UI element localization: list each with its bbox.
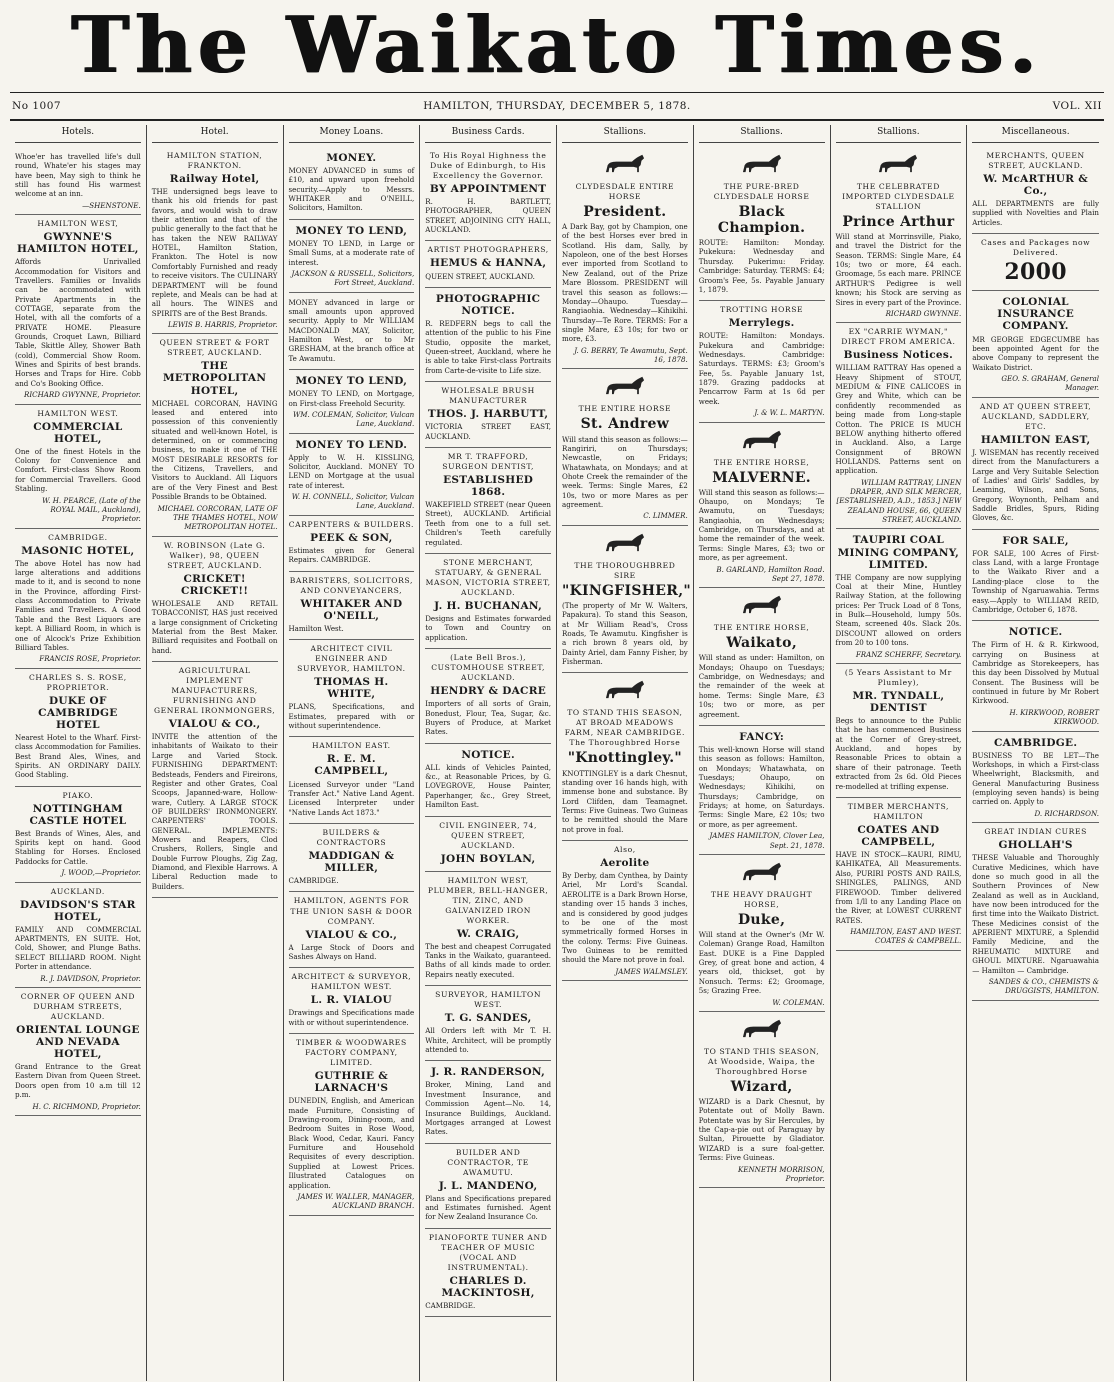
advertisement <box>972 732 1099 824</box>
advertisement <box>425 448 551 554</box>
ad-title: MASONIC HOTEL, <box>21 544 135 557</box>
ad-body: A Large Stock of Doors and Sashes Always on Hand. <box>288 942 415 961</box>
ad-subtitle: HAMILTON STATION, FRANKTON. <box>166 150 263 170</box>
ad-subtitle: HAMILTON EAST. <box>312 741 391 751</box>
advertisement <box>425 872 551 987</box>
ad-subtitle: TO STAND THIS SEASON, At Woodside, Waipa, the Thoroughbred Horse <box>703 1046 820 1076</box>
ad-subtitle: STONE MERCHANT, STATUARY, & GENERAL MASON, VICTORIA STREET, AUCKLAND. <box>425 557 551 597</box>
ad-body: By Derby, dam Cynthea, by Dainty Ariel, Mr Lord's Scandal. AEROLITE is a Dark Brown Horse, standing over 15 hands 3 inches, and is considered by good judges to be one of the most symmetrically formed Horses in the colony. Terms: Five Guineas. Two Guineas to be remitted should the Mare not prove in foal. <box>562 871 688 965</box>
ad-title: VIALOU & CO., <box>305 928 398 941</box>
advertisement <box>972 234 1099 291</box>
ad-subtitle: (Late Bell Bros.), CUSTOMHOUSE STREET, AUCKLAND. <box>431 653 545 683</box>
ad-title: Wizard, <box>730 1078 793 1095</box>
horse-engraving-icon <box>736 153 788 179</box>
ad-signature: RICHARD GWYNNE. <box>885 308 962 318</box>
horse-engraving-icon <box>736 861 788 887</box>
ad-signature: —SHENSTONE. <box>82 200 141 210</box>
ad-signature: W. H. PEARCE, (Late of the ROYAL MAIL, Auckland), Proprietor. <box>42 495 141 524</box>
ad-subtitle: TIMBER & WOODWARES FACTORY COMPANY, LIMITED. <box>295 1038 407 1068</box>
ad-signature: RICHARD GWYNNE, Proprietor. <box>24 390 141 400</box>
column-7 <box>831 125 968 1381</box>
advertisement <box>699 423 825 589</box>
ad-title: Railway Hotel, <box>169 172 260 185</box>
ad-title: Duke, <box>737 911 786 928</box>
advertisement <box>152 662 278 898</box>
advertisement <box>289 640 415 737</box>
column-4 <box>420 125 557 1381</box>
ad-body: Apply to W. H. KISSLING, Solicitor, Auckland. MONEY TO LEND on Mortgage at the usual rate of interest. <box>288 452 415 490</box>
ad-body: A Dark Bay, got by Champion, one of the best Horses ever bred in Scotland. His dam, Sally, by Napoleon, one of the best Horses ever imported from Scotland to New Zealand, out of the Prize Mare Blossom. PRESIDENT will travel this season as follows:—Monday—Ohaupo. Tuesday—Rangiaohia. Wednesday—Kihikihi. Thursday—Te Rore. TERMS: For a single Mare, £3 10s; for two or more, £3. <box>562 222 688 344</box>
ad-subtitle: CIVIL ENGINEER, 74, QUEEN STREET, AUCKLAND. <box>439 820 537 850</box>
advertisement <box>289 293 415 371</box>
advertisement <box>15 787 141 883</box>
ad-body: ROUTE: Hamilton: Monday. Pukekura: Wednesday and Thursday. Pukerimu: Friday. Cambridge: Saturday. TERMS: £4; Groom's Fee, 5s. Payable January 1, 1879. <box>698 238 825 294</box>
ad-body: FOR SALE, 100 Acres of First-class Land, with a large Frontage to the Waikato River and a Landing-place close to the Township of Ngaruawahia. Terms easy.—Apply to WILLIAM REID, Cambridge, October 6, 1878. <box>972 548 1099 614</box>
column-header: Stallions. <box>699 125 825 143</box>
ad-title: Business Notices. <box>843 349 954 362</box>
advertisement <box>425 1229 551 1318</box>
ad-subtitle: HAMILTON WEST, PLUMBER, BELL-HANGER, TIN, ZINC, AND GALVANIZED IRON WORKER. <box>427 875 549 925</box>
ad-signature: J. WOOD,—Proprietor. <box>61 868 141 878</box>
ad-signature: FRANCIS ROSE, Proprietor. <box>39 654 141 664</box>
advertisement <box>972 530 1099 622</box>
ad-subtitle: TROTTING HORSE <box>720 305 804 315</box>
horse-engraving-icon <box>599 679 651 705</box>
volume-number: VOL. XII <box>1052 100 1102 112</box>
ad-subtitle: TO STAND THIS SEASON, AT BROAD MEADOWS FARM, NEAR CAMBRIDGE. The Thoroughbred Horse <box>564 708 686 748</box>
ad-subtitle: BUILDERS & CONTRACTORS <box>316 827 387 847</box>
ad-body: The above Hotel has now had large alterations and additions made to it, and is second to none in the Province, affording First-class Accommodation to Private Families and Travellers. A Good Table and the Best Liquors are kept. A Billiard Room, in which is one of Alcock's Prize Exhibition Billiard Tables. <box>15 558 141 652</box>
ad-body: KNOTTINGLEY is a dark Chesnut, standing over 16 hands high, with immense bone and substance. By Lord Clifden, dam Teamagnet. Terms: Five Guineas. Two Guineas to be remitted should the Mare not prove in foal. <box>562 768 688 834</box>
ad-body: FAMILY AND COMMERCIAL APARTMENTS, EN SUITE. Hot, Cold, Shower, and Plunge Baths. SELECT BILLIARD ROOM. Night Porter in attendance. <box>15 924 141 972</box>
ad-subtitle: PIANOFORTE TUNER AND TEACHER OF MUSIC (VOCAL AND INSTRUMENTAL). <box>428 1232 548 1272</box>
ad-signature: J. & W. L. MARTYN. <box>754 408 825 418</box>
ad-title: "Knottingley." <box>567 750 683 767</box>
column-header: Hotels. <box>15 125 141 143</box>
advertisement <box>562 526 691 674</box>
ad-subtitle: EX "CARRIE WYMAN," DIRECT FROM AMERICA. <box>841 327 956 347</box>
advertisement <box>699 301 825 422</box>
ad-body: Will stand at Morrinsville, Piako, and travel the District for the Season. TERMS: Single Mare, £4 10s; two or more, £4 each. Groomage, 5s each mare. PRINCE ARTHUR'S Pedigree is well known; his Stock are serving as Sires in every part of the Province. <box>835 232 962 307</box>
advertisement <box>425 554 551 649</box>
ad-body: MICHAEL CORCORAN, HAVING leased and entered into possession of this conveniently situated and well-known Hotel, is determined, on or commencing business, to make it one of THE MOST DESIRABLE RESORTS for the Citizens, Travellers, and Visitors to Auckland. All Liquors are of the Very Finest and Best Possible Brands to be Obtained. <box>151 398 278 502</box>
ad-signature: JAMES HAMILTON, Clover Lea, Sept. 21, 1878. <box>709 831 825 850</box>
ad-body: Estimates given for General Repairs. CAMBRIDGE. <box>288 545 415 565</box>
ad-body: Grand Entrance to the Great Eastern Divan from Queen Street. Doors open from 10 a.m till 12 p.m. <box>15 1062 141 1100</box>
advertisement <box>15 405 141 529</box>
ad-body: THE undersigned begs leave to thank his old friends for past favors, and would wish to draw their attention and that of the public generally to the fact that he has taken the NEW RAILWAY HOTEL, Hamilton Station, Frankton. The Hotel is now Comfortably Furnished and ready to receive visitors. The CULINARY DEPARTMENT will be found replete, and Meals can be had at all hours. The WINES and SPIRITS are of the Best Brands. <box>151 186 278 318</box>
advertisement <box>425 817 551 872</box>
ad-title: WHITAKER AND O'NEILL, <box>300 597 403 622</box>
ad-body: The best and cheapest Corrugated Tanks in the Waikato, guaranteed. Baths of all kinds made to order. Repairs neatly executed. <box>425 941 551 979</box>
ad-title: ORIENTAL LOUNGE AND NEVADA HOTEL, <box>16 1023 140 1061</box>
ad-subtitle: BUILDER AND CONTRACTOR, TE AWAMUTU. <box>447 1147 529 1177</box>
ad-body: R. H. BARTLETT, PHOTOGRAPHER, QUEEN STREET, ADJOINING CITY HALL, AUCKLAND. <box>425 196 551 235</box>
ad-subtitle: CARPENTERS & BUILDERS. <box>288 519 415 529</box>
masthead-title: The Waikato Times. <box>71 0 1043 91</box>
ad-subtitle: THE ENTIRE HORSE <box>578 404 672 414</box>
ad-body: Affords Unrivalled Accommodation for Visitors and Travellers. Families or Invalids can be accommodated with Private Apartments in the COTTAGE, separate from the Hotel, with all the comforts of a PRIVATE HOME. Pleasure Grounds, Croquet Lawn, Billiard Table, Skittle Alley, Shower Bath (cold), Commercial Show Room. Wines and Spirits of best brands. Horses and Traps for Hire. Cobb and Co's Booking Office. <box>15 257 141 388</box>
ad-body: Plans and Specifications prepared and Estimates furnished. Agent for New Zealand Insurance Co. <box>425 1193 551 1222</box>
advertisement <box>15 669 141 787</box>
ad-title: THOS. J. HARBUTT, <box>427 408 549 421</box>
ad-title: PEEK & SON, <box>310 531 393 544</box>
ad-body: WIZARD is a Dark Chesnut, by Potentate out of Molly Bawn. Potentate was by Sir Hercules, by the Cap-a-pie out of Paraguay by Sultan, Pirouette by Gladiator. WIZARD is a sure foal-getter. Terms: Five Guineas. <box>698 1097 825 1163</box>
ad-subtitle: THE PURE-BRED CLYDESDALE HORSE <box>713 181 810 201</box>
ad-subtitle: WHOLESALE BRUSH MANUFACTURER <box>441 386 535 406</box>
ad-title: PHOTOGRAPHIC NOTICE. <box>435 292 541 317</box>
ad-subtitle: HAMILTON WEST. <box>37 408 119 418</box>
ad-title: NOTICE. <box>1008 626 1063 639</box>
advertisement <box>289 824 415 893</box>
advertisement <box>289 892 415 968</box>
ad-body: THE Company are now supplying Coal at their Mine, Huntley Railway Station, at the following prices: Per Truck Load of 8 Tons, in Bulk—Household, lumpy 50s. Steam, screened 40s. Slack 20s. DISCOUNT allowed on orders from 20 to 100 tons. <box>835 572 962 648</box>
advertisement <box>425 744 551 817</box>
advertisement <box>15 215 141 405</box>
ad-subtitle: CORNER OF QUEEN AND DURHAM STREETS, AUCKLAND. <box>20 991 136 1021</box>
advertisement <box>562 369 688 525</box>
ad-body: WHOLESALE AND RETAIL TOBACCONIST, HAS just received a large consignment of Cricketing Material from the Best Maker. Billiard requisites and Football on hand. <box>151 598 278 655</box>
ad-title: HENDRY & DACRE <box>430 685 547 698</box>
ad-title: Merrylegs. <box>728 317 795 330</box>
advertisement <box>972 291 1099 397</box>
advertisement <box>289 737 415 824</box>
ad-subtitle: CHARLES S. S. ROSE, PROPRIETOR. <box>28 672 127 692</box>
column-8 <box>967 125 1104 1381</box>
ad-body: PLANS, Specifications, and Estimates, prepared with or without superintendence. <box>288 702 415 731</box>
ad-signature: FRANZ SCHERFF, Secretary. <box>855 649 962 659</box>
ad-body: WAKEFIELD STREET (near Queen Street), AUCKLAND. Artificial Teeth from one to a full set. Children's Teeth carefully regulated. <box>425 500 551 547</box>
ad-subtitle: BARRISTERS, SOLICITORS, AND CONVEYANCERS, <box>289 575 413 595</box>
advertisement <box>289 1034 415 1215</box>
ad-signature: JAMES WALMSLEY. <box>615 966 688 976</box>
ad-subtitle: MERCHANTS, QUEEN STREET, AUCKLAND. <box>986 150 1085 170</box>
ad-title: Black Champion. <box>717 203 806 236</box>
ad-signature: WILLIAM RATTRAY, LINEN DRAPER, AND SILK MERCER, [ESTABLISHED, A.D., 1853.] NEW ZEALAND HOUSE, 66, QUEEN STREET, AUCKLAND. <box>836 477 962 525</box>
advertisement <box>562 673 688 841</box>
ad-title: ESTABLISHED 1868. <box>443 473 534 499</box>
ad-title: MONEY TO LEND, <box>295 375 408 388</box>
advertisement <box>425 382 551 448</box>
ad-body: Nearest Hotel to the Wharf. First-class Accommodation for Families. Best Brand Ales, Wines, and Spirits. AN ORDINARY DAILY. Good Stabling. <box>15 732 141 780</box>
ad-signature: HAMILTON, EAST AND WEST. COATES & CAMPBELL. <box>850 926 962 946</box>
advertisement <box>425 1144 551 1229</box>
ad-signature: D. RICHARDSON. <box>1034 808 1099 818</box>
horse-engraving-icon <box>736 1018 788 1044</box>
column-header: Miscellaneous. <box>972 125 1099 143</box>
advertisement <box>425 649 551 744</box>
ad-title: HAMILTON EAST, <box>980 433 1091 446</box>
ad-subtitle: HAMILTON, AGENTS FOR THE UNION SASH & DOOR COMPANY. <box>290 896 413 926</box>
ad-signature: R. J. DAVIDSON, Proprietor. <box>40 973 141 983</box>
ad-body: Whoe'er has travelled life's dull round, Whate'er his stages may have been, May sigh to think he still has found His warmest welcome at an inn. <box>15 151 141 199</box>
ad-body: Broker, Mining, Land and Investment Insurance, and Commission Agent—No. 14, Insurance Buildings, Auckland. Mortgages arranged at Lowest Rates. <box>425 1080 551 1137</box>
ad-title: THE METROPOLITAN HOTEL, <box>163 360 267 397</box>
column-6 <box>694 125 831 1381</box>
column-header: Money Loans. <box>289 125 415 143</box>
ad-body: MR GEORGE EDGECUMBE has been appointed Agent for the above Company to represent the Waikato District. <box>972 334 1099 372</box>
advertisement <box>15 988 141 1116</box>
ad-title: CHARLES D. MACKINTOSH, <box>441 1274 535 1299</box>
ad-body: Licensed Surveyor under "Land Transfer Act." Native Land Agent. Licensed Interpreter under "Native Lands Act 1873." <box>288 779 415 817</box>
ad-title: President. <box>583 203 667 220</box>
ad-signature: C. LIMMER. <box>643 511 688 521</box>
ad-subtitle: QUEEN STREET & FORT STREET, AUCKLAND. <box>159 338 270 358</box>
ad-body: CAMBRIDGE. <box>425 1300 476 1310</box>
ad-title: JOHN BOYLAN, <box>440 852 536 865</box>
dateline <box>10 92 1104 121</box>
advertisement <box>289 968 415 1034</box>
ad-title: MALVERNE. <box>712 469 811 486</box>
ad-body: THESE Valuable and Thoroughly Curative Medicines, which have done so much good in all the Southern Provinces of New Zealand as well as in Auckland, have now been introduced for the first time into the Waikato District. These Medicines consist of the APERIENT MIXTURE, a Splendid Family Medicine, and the RHEUMATIC MIXTURE and GHOUL MIXTURE. Ngaruawahia — Hamilton — Cambridge. <box>972 853 1099 975</box>
advertisement <box>972 147 1099 234</box>
ad-title: L. R. VIALOU <box>310 994 392 1007</box>
advertisement <box>836 323 962 529</box>
ad-body: R. REDFERN begs to call the attention of the public to his Fine Studio, opposite the market, Queen-street, Auckland, where he is able to take First-class Portraits from Carte-de-visite to Life size. <box>425 318 551 375</box>
advertisement <box>699 588 825 726</box>
advertisement <box>15 883 141 988</box>
ad-signature: JAMES W. WALLER, MANAGER, AUCKLAND BRANCH. <box>297 1191 415 1211</box>
advertisement <box>289 220 415 293</box>
column-1 <box>10 125 147 1381</box>
ad-subtitle: AND AT QUEEN STREET, AUCKLAND, SADDLERY, ETC. <box>979 401 1092 431</box>
advertisement <box>15 529 141 669</box>
ad-title: COLONIAL INSURANCE COMPANY. <box>997 296 1075 333</box>
ad-title: FANCY: <box>739 730 785 743</box>
ad-title: W. McARTHUR & Co., <box>983 172 1089 197</box>
ad-title: VIALOU & CO., <box>168 718 261 731</box>
ad-subtitle: THE CELEBRATED IMPORTED CLYDESDALE STALLION <box>842 181 955 211</box>
ad-title: MONEY. <box>326 151 377 164</box>
advertisement <box>289 434 415 516</box>
ad-title: J. H. BUCHANAN, <box>434 599 543 612</box>
ad-title: St. Andrew <box>580 416 670 433</box>
ad-title: 2000 <box>1004 259 1067 286</box>
ad-signature: JACKSON & RUSSELL, Solicitors, Fort Street, Auckland. <box>291 268 415 288</box>
ad-body: J. WISEMAN has recently received direct from the Manufacturers a Large and Very Suitable Selection of Ladies' and Girls' Saddles, by Leaming, Wilson, and Sons, Gregory, Woynonth, Pelham and Saddle Bridles, Spurs, Riding Gloves, &c. <box>972 447 1099 523</box>
ad-subtitle: (5 Years Assistant to Mr Plumley), <box>844 667 952 687</box>
ad-signature: WM. COLEMAN, Solicitor, Vulcan Lane, Auckland. <box>292 409 415 429</box>
advertisement <box>972 621 1099 731</box>
ad-title: GWYNNE'S HAMILTON HOTEL, <box>16 231 139 256</box>
ad-body: Best Brands of Wines, Ales, and Spirits kept on hand. Good Stabling for Horses. Enclosed Paddocks for Cattle. <box>15 828 141 866</box>
issue-number: No 1007 <box>12 100 62 112</box>
ad-subtitle: GREAT INDIAN CURES <box>984 827 1087 837</box>
ad-body: DUNEDIN, English, and American made Furniture, Consisting of Drawing-room, Dining-room, and Bedroom Suites in Rose Wood, Black Wood, Cedar, Kauri. Fancy Furniture and Household Requisites of every description. Supplied at Lowest Prices. Illustrated Catalogues on application. <box>288 1096 415 1190</box>
ad-signature: SANDES & CO., CHEMISTS & DRUGGISTS, HAMILTON. <box>988 976 1099 996</box>
ad-title: MONEY TO LEND, <box>295 224 408 237</box>
advertisement <box>699 1012 825 1188</box>
advertisement <box>972 398 1099 530</box>
ad-subtitle: TIMBER MERCHANTS, HAMILTON <box>847 801 950 821</box>
ad-body: ALL DEPARTMENTS are fully supplied with Novelties and Plain Articles. <box>972 199 1099 227</box>
ad-signature: W. COLEMAN. <box>772 997 825 1007</box>
ad-signature: B. GARLAND, Hamilton Road. Sept 27, 1878. <box>716 564 825 583</box>
ad-subtitle: AGRICULTURAL IMPLEMENT MANUFACTURERS, FURNISHING AND GENERAL IRONMONGERS, <box>153 665 276 715</box>
ad-subtitle: AUCKLAND. <box>50 886 105 896</box>
ad-title: DAVIDSON'S STAR HOTEL, <box>20 898 136 923</box>
ad-signature: GEO. S. GRAHAM, General Manager. <box>1001 373 1099 393</box>
ad-subtitle: THE ENTIRE HORSE, <box>713 623 810 633</box>
ad-body: Will stand this season as follows:—Rangiriri, on Thursdays; Newcastle, on Fridays; Whatawhata, on Mondays; and at Ohote Creek the remainder of the week. Terms: Single Mares, £2 10s, two or more Mares as per agreement. <box>562 434 688 510</box>
ad-body: ALL kinds of Vehicles Painted, &c., at Reasonable Prices, by G. LOVEGROVE, House Painter, Paperhanger, &c., Grey Street, Hamilton East. <box>425 762 551 810</box>
ad-title: Aerolite <box>600 857 650 870</box>
ad-title: DUKE OF CAMBRIDGE HOTEL <box>38 694 118 731</box>
ad-body: MONEY TO LEND, on Mortgage, on First-class Freehold Security. <box>288 389 415 408</box>
ad-body: One of the finest Hotels in the Colony for Convenience and Comfort. First-class Show Room for Commercial Travellers. Good Stabling. <box>15 446 141 494</box>
ad-title: T. G. SANDES, <box>444 1012 532 1025</box>
horse-engraving-icon <box>599 153 651 179</box>
ad-body: MONEY ADVANCED in sums of £10, and upward upon freehold security.—Apply to Messrs. WHITAKER and O'NEILL, Solicitors, Hamilton. <box>288 165 415 213</box>
ad-title: NOTTINGHAM CASTLE HOTEL <box>29 802 127 827</box>
ad-body: Drawings and Specifications made with or without superintendence. <box>288 1008 415 1027</box>
ad-body: Designs and Estimates forwarded to Town and Country on application. <box>425 614 551 642</box>
advertisement <box>836 664 962 798</box>
ad-subtitle: MR T. TRAFFORD, SURGEON DENTIST, <box>442 451 534 471</box>
advertisement <box>425 986 551 1061</box>
advertisement <box>836 147 962 323</box>
ad-subtitle: THE THOROUGHBRED SIRE <box>574 560 676 580</box>
advertisement <box>562 147 688 370</box>
column-2 <box>147 125 284 1381</box>
ad-subtitle: CLYDESDALE ENTIRE HORSE <box>575 181 675 201</box>
ad-subtitle: CAMBRIDGE. <box>48 532 108 542</box>
ad-title: COATES AND CAMPBELL, <box>857 823 940 848</box>
ad-title: CRICKET! CRICKET!! <box>181 572 249 597</box>
ad-body: (The property of Mr W. Walters, Papakura). To stand this Season, at Mr William Read's, Cross Roads, Te Awamutu. Kingfisher is a rich brown 8 years old, by Dainty Ariel, dam Fanny Fisher, by Fisherman. <box>562 600 688 667</box>
column-3 <box>284 125 421 1381</box>
ad-title: FOR SALE, <box>1002 534 1069 547</box>
advertisement <box>425 1061 551 1143</box>
ad-body: Will stand at the Owner's (Mr W. Coleman) Grange Road, Hamilton East. DUKE is a Fine Dappled Grey, of great bone and action, 4 years old, thickset, got by Nonsuch. Terms: £2; Groomage, 5s; Grazing Free. <box>698 930 825 996</box>
ad-body: Importers of all sorts of Grain, Bonedust, Flour, Tea, Sugar, &c. Buyers of Produce, at Market Rates. <box>425 699 551 737</box>
advertisement <box>699 726 825 855</box>
ad-signature: J. G. BERRY, Te Awamutu, Sept. 16, 1878. <box>574 345 688 365</box>
horse-engraving-icon <box>736 594 788 620</box>
ad-body: MONEY advanced in large or small amounts upon approved security. Apply to Mr WILLIAM MACDONALD MAY, Solicitor, Hamilton West, or to Mr GRESHAM, at the branch office at Te Awamutu. <box>288 297 415 363</box>
advertisement <box>562 841 688 981</box>
advertisement <box>289 516 415 572</box>
ad-subtitle: ARCHITECT & SURVEYOR, HAMILTON WEST. <box>291 972 412 992</box>
ad-title: TAUPIRI COAL MINING COMPANY, LIMITED. <box>837 534 960 571</box>
ad-title: Prince Arthur <box>842 213 955 230</box>
ad-subtitle: THE HEAVY DRAUGHT HORSE, <box>710 889 813 909</box>
ad-subtitle: HAMILTON WEST, <box>37 219 119 229</box>
ad-signature: KENNETH MORRISON, Proprietor. <box>738 1164 825 1183</box>
ad-body: VICTORIA STREET EAST, AUCKLAND. <box>425 422 551 441</box>
ad-body: Will stand as under: Hamilton, on Mondays; Ohaupo on Tuesdays; Cambridge, on Wednesdays; and the remainder of the week at home. Terms: Single Mare, £3 10s; two or more, as per agreement. <box>698 653 825 719</box>
ad-body: INVITE the attention of the inhabitants of Waikato to their Large and Varied Stock. FURNISHING DEPARTMENT: Bedsteads, Fenders and Fireirons, Register and other Grates, Coal Scoops, Japanned-ware, Hollow-ware, Cutlery. A LARGE STOCK OF BUILDERS' IRONMONGERY. CARPENTERS' TOOLS. GENERAL. IMPLEMENTS: Mowers and Reapers, Clod Crushers, Rollers, Single and Double Furrow Ploughs, Zig Zag, Diamond, and Flexible Harrows. A Liberal Reduction made to Builders. <box>151 732 278 891</box>
ad-body: Hamilton West. <box>288 623 344 633</box>
horse-engraving-icon <box>872 153 924 179</box>
ad-title: HEMUS & HANNA, <box>429 257 547 270</box>
ad-title: MR. TYNDALL, DENTIST <box>852 689 945 714</box>
column-header: Stallions. <box>836 125 962 143</box>
ad-body: The Firm of H. & R. Kirkwood, carrying on Business at Cambridge as Storekeepers, has this day been Dissolved by Mutual Consent. The Business will be continued in future by Mr Robert Kirkwood. <box>972 640 1099 706</box>
ad-title: MONEY TO LEND. <box>295 438 408 451</box>
advertisement <box>699 855 825 1012</box>
column-5 <box>557 125 694 1381</box>
advertisement <box>699 147 825 301</box>
ad-signature: H. C. RICHMOND, Proprietor. <box>32 1101 141 1111</box>
ad-subtitle: ARTIST PHOTOGRAPHERS, <box>427 245 549 255</box>
ad-body: BUSINESS TO BE LET—The Workshops, in which a First-class Wheelwright, Blacksmith, and General Manufacturing Business (employing seven hands) is being carried on. Apply to <box>972 750 1099 807</box>
ad-title: CAMBRIDGE. <box>993 736 1078 749</box>
advertisement <box>15 147 141 215</box>
ad-signature: MICHAEL CORCORAN, LATE OF THE THAMES HOTEL, NOW METROPOLITAN HOTEL. <box>157 503 278 532</box>
advertisement <box>152 334 278 536</box>
ad-title: THOMAS H. WHITE, <box>314 676 389 701</box>
ad-signature: W. H. CONNELL, Solicitor, Vulcan Lane, Auckland. <box>291 492 415 511</box>
ad-body: ROUTE: Hamilton: Mondays. Pukekura and Cambridge: Wednesdays. Cambridge: Saturdays. TERMS: £3; Groom's Fee, 5s. Payable January 1st, 1879. Grazing paddocks at Pencarrow Farm at 1s 6d per week. <box>698 331 825 406</box>
advertisement <box>836 529 962 663</box>
ad-title: NOTICE. <box>461 748 515 761</box>
column-header: Business Cards. <box>425 125 551 143</box>
advertisement <box>152 537 278 662</box>
advertisement <box>836 798 962 951</box>
columns-container <box>10 125 1104 1381</box>
ad-body: This well-known Horse will stand this season as follows: Hamilton, on Mondays; Whatawhata, on Tuesdays; Ohaupo, on Wednesdays; Kihikihi, on Thursdays; Cambridge, on Fridays; at home, on Saturdays. Terms: Single Mare, £2 10s; two or more, as per agreement. <box>698 744 825 829</box>
column-header: Stallions. <box>562 125 688 143</box>
horse-engraving-icon <box>736 429 788 455</box>
ad-body: Will stand this season as follows:—Ohaupo, on Mondays; Te Awamutu, on Tuesdays; Rangiaohia, on Wednesdays; Cambridge, on Thursdays, and at home the remainder of the week. Terms: Single Mares, £3; two or more, as per agreement. <box>698 487 825 563</box>
ad-subtitle: Cases and Packages now Delivered. <box>981 238 1091 258</box>
ad-signature: H. KIRKWOOD, ROBERT KIRKWOOD. <box>1009 707 1099 727</box>
advertisement <box>425 147 551 242</box>
ad-title: "KINGFISHER," <box>562 582 691 599</box>
advertisement <box>152 147 278 334</box>
ad-title: Waikato, <box>726 635 797 652</box>
ad-title: COMMERCIAL HOTEL, <box>33 420 123 445</box>
horse-engraving-icon <box>599 375 651 401</box>
ad-signature: LEWIS B. HARRIS, Proprietor. <box>167 320 278 329</box>
ad-subtitle: SURVEYOR, HAMILTON WEST. <box>435 990 542 1010</box>
ad-body: QUEEN STREET, AUCKLAND. <box>425 271 535 281</box>
ad-title: BY APPOINTMENT <box>429 182 547 195</box>
ad-title: J. R. RANDERSON, <box>431 1066 546 1079</box>
column-header: Hotel. <box>152 125 278 143</box>
ad-body: WILLIAM RATTRAY Has opened a Heavy Shipment of STOUT, MEDIUM & FINE CALICOES in Grey and White, which can be confidently recommended as being made from Long-staple Cotton. The PRICE IS MUCH BELOW anything hitherto offered in Auckland. Also, a Large Consignment of BROWN HOLLANDS. Patterns sent on application. <box>835 363 962 476</box>
ad-body: MONEY TO LEND, in Large or Small Sums, at a moderate rate of interest. <box>288 238 415 267</box>
horse-engraving-icon <box>599 532 651 558</box>
ad-title: GUTHRIE & LARNACH'S <box>314 1070 389 1095</box>
advertisement <box>425 288 551 382</box>
advertisement <box>972 823 1099 1000</box>
advertisement <box>289 147 415 220</box>
ad-subtitle: THE ENTIRE HORSE, <box>713 457 810 467</box>
ad-body: CAMBRIDGE. <box>288 876 339 886</box>
advertisement <box>289 572 415 641</box>
ad-body: HAVE IN STOCK—KAURI, RIMU, KAHIKATEA, All Measurements. Also, PURIRI POSTS AND RAILS, SHINGLES, PALINGS, AND FIREWOOD. Timber delivered from 1/ll to any Landing Place on the River, at LOWEST CURRENT RATES. <box>835 850 962 925</box>
ad-subtitle: ARCHITECT CIVIL ENGINEER AND SURVEYOR, HAMILTON. <box>297 644 406 674</box>
advertisement <box>289 370 415 434</box>
ad-title: J. L. MANDENO, <box>438 1179 538 1192</box>
ad-body: Begs to announce to the Public that he has commenced Business at the Corner of Grey-street, Auckland, and hopes by Reasonable Prices to obtain a share of their patronage. Teeth extracted from 2s 6d. Old Pieces re-modelled at trifling expense. <box>835 716 962 791</box>
ad-subtitle: PIAKO. <box>62 790 94 800</box>
ad-title: W. CRAIG, <box>456 927 520 940</box>
ad-title: GHOLLAH'S <box>998 839 1073 852</box>
ad-title: R. E. M. CAMPBELL, <box>314 753 389 778</box>
place-date: HAMILTON, THURSDAY, DECEMBER 5, 1878. <box>423 100 691 112</box>
ad-title: MADDIGAN & MILLER, <box>308 850 395 875</box>
ad-subtitle: To His Royal Highness the Duke of Edinburgh, to His Excellency the Governor. <box>429 150 547 180</box>
ad-subtitle: W. ROBINSON (Late G. Walker), 98, QUEEN STREET, AUCKLAND. <box>163 540 266 570</box>
ad-subtitle: Also, <box>613 845 636 855</box>
advertisement <box>425 241 551 287</box>
ad-body: All Orders left with Mr T. H. White, Architect, will be promptly attended to. <box>425 1026 551 1055</box>
